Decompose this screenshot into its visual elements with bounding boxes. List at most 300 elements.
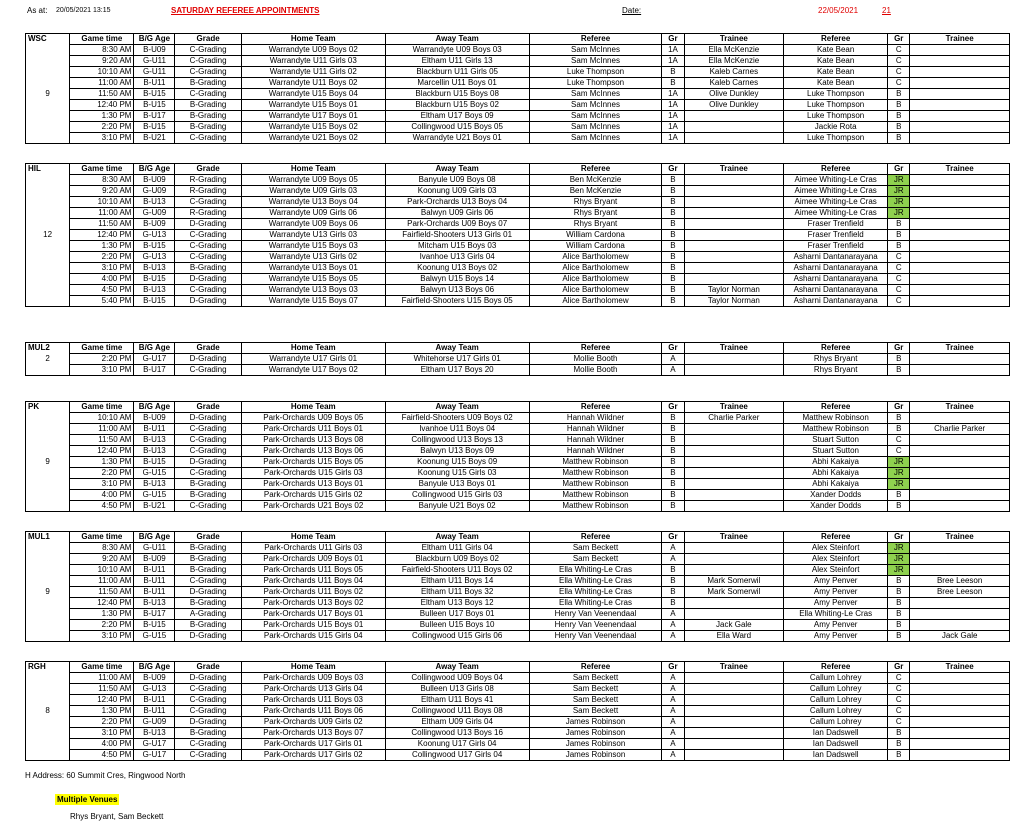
grade-cell: C-Grading — [175, 89, 241, 100]
trainee-cell — [684, 750, 784, 761]
grade-cell: C-Grading — [175, 446, 241, 457]
second-referee-cell: Asharni Dantanarayana — [784, 263, 888, 274]
trainee-cell — [684, 186, 784, 197]
column-header: B/G Age — [134, 402, 175, 413]
column-header: Home Team — [241, 402, 385, 413]
second-referee-grade-cell: B — [888, 89, 910, 100]
venue-game-count-cell — [26, 111, 70, 122]
table-header-row — [26, 662, 1010, 673]
venue-game-count-cell: 2 — [26, 354, 70, 365]
referee-cell: Luke Thompson — [529, 67, 662, 78]
second-referee-cell: Amy Penver — [784, 587, 888, 598]
grade-cell: B-Grading — [175, 490, 241, 501]
column-header: Gr — [888, 34, 910, 45]
table-row — [26, 122, 1010, 133]
referee-cell: Sam McInnes — [529, 111, 662, 122]
game-time-cell: 11:00 AM — [70, 673, 134, 684]
second-trainee-cell — [910, 133, 1010, 144]
grade-cell: C-Grading — [175, 468, 241, 479]
column-header: Trainee — [910, 662, 1010, 673]
table-row — [26, 219, 1010, 230]
home-team-cell: Park-Orchards U13 Boys 02 — [241, 598, 385, 609]
date-value: 22/05/2021 — [818, 6, 859, 15]
as-at-label: As at: — [27, 6, 48, 15]
column-header: Gr — [662, 34, 684, 45]
grade-cell: B-Grading — [175, 78, 241, 89]
column-header: Referee — [784, 402, 888, 413]
column-header: Game time — [70, 343, 134, 354]
trainee-cell — [684, 457, 784, 468]
second-trainee-cell — [910, 230, 1010, 241]
second-referee-grade-cell: C — [888, 78, 910, 89]
game-time-cell: 11:00 AM — [70, 78, 134, 89]
table-row — [26, 111, 1010, 122]
home-team-cell: Park-Orchards U11 Boys 01 — [241, 424, 385, 435]
referee-grade-cell: B — [662, 424, 684, 435]
second-trainee-cell — [910, 78, 1010, 89]
referee-grade-cell: B — [662, 208, 684, 219]
table-row — [26, 501, 1010, 512]
game-time-cell: 4:50 PM — [70, 750, 134, 761]
second-referee-cell: Amy Penver — [784, 631, 888, 642]
second-referee-grade-cell: B — [888, 122, 910, 133]
venue-game-count-cell — [26, 424, 70, 435]
game-time-cell: 4:50 PM — [70, 285, 134, 296]
referee-cell: Matthew Robinson — [529, 490, 662, 501]
grade-cell: D-Grading — [175, 274, 241, 285]
home-team-cell: Park-Orchards U15 Girls 02 — [241, 490, 385, 501]
age-cell: G-U15 — [134, 490, 175, 501]
referee-cell: Hannah Wildner — [529, 413, 662, 424]
venue-game-count-cell — [26, 695, 70, 706]
age-cell: B-U09 — [134, 219, 175, 230]
game-time-cell: 12:40 PM — [70, 100, 134, 111]
trainee-cell — [684, 197, 784, 208]
referee-grade-cell: A — [662, 695, 684, 706]
trainee-cell — [684, 490, 784, 501]
table-row — [26, 285, 1010, 296]
referee-cell: Sam McInnes — [529, 45, 662, 56]
second-referee-cell: Kate Bean — [784, 78, 888, 89]
away-team-cell: Bulleen U15 Boys 10 — [385, 620, 529, 631]
game-time-cell: 4:00 PM — [70, 274, 134, 285]
trainee-cell — [684, 706, 784, 717]
away-team-cell: Fairfield-Shooters U09 Boys 02 — [385, 413, 529, 424]
age-cell: B-U17 — [134, 609, 175, 620]
table-row — [26, 631, 1010, 642]
second-referee-cell: Matthew Robinson — [784, 424, 888, 435]
referee-grade-cell: B — [662, 587, 684, 598]
referee-cell: Mollie Booth — [529, 365, 662, 376]
column-header: Trainee — [910, 343, 1010, 354]
second-trainee-cell — [910, 252, 1010, 263]
table-header-row — [26, 402, 1010, 413]
trainee-cell: Kaleb Carnes — [684, 67, 784, 78]
second-referee-grade-cell: C — [888, 285, 910, 296]
referee-cell: Rhys Bryant — [529, 219, 662, 230]
trainee-cell — [684, 274, 784, 285]
table-row — [26, 673, 1010, 684]
table-row — [26, 133, 1010, 144]
game-time-cell: 11:00 AM — [70, 424, 134, 435]
trainee-cell: Ella Ward — [684, 631, 784, 642]
game-time-cell: 3:10 PM — [70, 365, 134, 376]
venue-game-count-cell — [26, 554, 70, 565]
second-referee-grade-cell: C — [888, 673, 910, 684]
second-referee-cell: Amy Penver — [784, 576, 888, 587]
table-header-row — [26, 532, 1010, 543]
second-referee-cell: Luke Thompson — [784, 133, 888, 144]
trainee-cell — [684, 208, 784, 219]
column-header: Trainee — [684, 532, 784, 543]
grade-cell: B-Grading — [175, 100, 241, 111]
trainee-cell — [684, 479, 784, 490]
referee-cell: James Robinson — [529, 717, 662, 728]
grade-cell: D-Grading — [175, 354, 241, 365]
away-team-cell: Banyule U09 Boys 08 — [385, 175, 529, 186]
game-time-cell: 3:10 PM — [70, 631, 134, 642]
referee-cell: Alice Bartholomew — [529, 285, 662, 296]
away-team-cell: Eltham U09 Girls 04 — [385, 717, 529, 728]
away-team-cell: Koonung U13 Boys 02 — [385, 263, 529, 274]
table-row — [26, 435, 1010, 446]
home-team-cell: Warrandyte U13 Girls 02 — [241, 252, 385, 263]
grade-cell: B-Grading — [175, 543, 241, 554]
column-header: Referee — [784, 343, 888, 354]
second-referee-grade-cell: C — [888, 56, 910, 67]
age-cell: G-U13 — [134, 252, 175, 263]
referee-cell: Sam Beckett — [529, 706, 662, 717]
trainee-cell — [684, 739, 784, 750]
second-referee-cell: Rhys Bryant — [784, 365, 888, 376]
table-row — [26, 296, 1010, 307]
grade-cell: D-Grading — [175, 673, 241, 684]
venue-game-count-cell: 9 — [26, 89, 70, 100]
home-team-cell: Park-Orchards U11 Girls 03 — [241, 543, 385, 554]
referee-cell: Mollie Booth — [529, 354, 662, 365]
venue-game-count-cell — [26, 750, 70, 761]
age-cell: B-U13 — [134, 197, 175, 208]
age-cell: B-U11 — [134, 695, 175, 706]
second-referee-cell: Stuart Sutton — [784, 446, 888, 457]
referee-grade-cell: B — [662, 446, 684, 457]
referee-grade-cell: B — [662, 263, 684, 274]
table-row — [26, 197, 1010, 208]
column-header: Home Team — [241, 532, 385, 543]
round-number: 21 — [882, 6, 891, 15]
home-team-cell: Warrandyte U11 Girls 02 — [241, 67, 385, 78]
age-cell: B-U11 — [134, 424, 175, 435]
second-trainee-cell — [910, 274, 1010, 285]
trainee-cell: Mark Somerwil — [684, 576, 784, 587]
grade-cell: C-Grading — [175, 739, 241, 750]
game-time-cell: 8:30 AM — [70, 175, 134, 186]
table-row — [26, 543, 1010, 554]
second-referee-grade-cell: C — [888, 446, 910, 457]
second-referee-grade-cell: C — [888, 263, 910, 274]
away-team-cell: Koonung U09 Girls 03 — [385, 186, 529, 197]
column-header: Grade — [175, 343, 241, 354]
grade-cell: C-Grading — [175, 230, 241, 241]
second-referee-cell: Luke Thompson — [784, 89, 888, 100]
referee-grade-cell: 1A — [662, 122, 684, 133]
away-team-cell: Banyule U13 Boys 01 — [385, 479, 529, 490]
home-team-cell: Park-Orchards U09 Girls 02 — [241, 717, 385, 728]
second-referee-grade-cell: B — [888, 219, 910, 230]
game-time-cell: 8:30 AM — [70, 543, 134, 554]
column-header: Game time — [70, 164, 134, 175]
venue-game-count-cell — [26, 543, 70, 554]
home-team-cell: Park-Orchards U13 Boys 08 — [241, 435, 385, 446]
second-referee-cell: Asharni Dantanarayana — [784, 285, 888, 296]
second-referee-cell: Callum Lohrey — [784, 695, 888, 706]
column-header: Away Team — [385, 532, 529, 543]
second-referee-grade-cell: B — [888, 501, 910, 512]
home-team-cell: Park-Orchards U15 Boys 01 — [241, 620, 385, 631]
second-referee-grade-cell: B — [888, 424, 910, 435]
second-trainee-cell — [910, 285, 1010, 296]
home-team-cell: Warrandyte U11 Boys 02 — [241, 78, 385, 89]
home-team-cell: Park-Orchards U11 Boys 04 — [241, 576, 385, 587]
trainee-cell — [684, 717, 784, 728]
column-header: B/G Age — [134, 343, 175, 354]
second-trainee-cell — [910, 100, 1010, 111]
table-row — [26, 728, 1010, 739]
grade-cell: R-Grading — [175, 208, 241, 219]
second-trainee-cell — [910, 354, 1010, 365]
referee-cell: Sam Beckett — [529, 543, 662, 554]
second-trainee-cell — [910, 750, 1010, 761]
venue-code: MUL2 — [26, 343, 70, 354]
referee-grade-cell: A — [662, 543, 684, 554]
home-team-cell: Warrandyte U15 Boys 02 — [241, 122, 385, 133]
second-referee-cell: Fraser Trenfield — [784, 230, 888, 241]
second-referee-grade-cell: B — [888, 230, 910, 241]
trainee-cell: Ella McKenzie — [684, 56, 784, 67]
second-referee-cell: Callum Lohrey — [784, 684, 888, 695]
age-cell: G-U17 — [134, 750, 175, 761]
referee-grade-cell: B — [662, 78, 684, 89]
venue-game-count-cell — [26, 56, 70, 67]
second-referee-cell: Fraser Trenfield — [784, 219, 888, 230]
referee-cell: Luke Thompson — [529, 78, 662, 89]
grade-cell: D-Grading — [175, 413, 241, 424]
trainee-cell — [684, 501, 784, 512]
home-team-cell: Warrandyte U13 Boys 04 — [241, 197, 385, 208]
referee-cell: Henry Van Veenendaal — [529, 631, 662, 642]
table-row — [26, 78, 1010, 89]
referee-grade-cell: A — [662, 684, 684, 695]
age-cell: B-U13 — [134, 435, 175, 446]
venue-table-mul1 — [25, 531, 1010, 642]
referee-grade-cell: B — [662, 468, 684, 479]
grade-cell: C-Grading — [175, 435, 241, 446]
away-team-cell: Whitehorse U17 Girls 01 — [385, 354, 529, 365]
venue-game-count-cell — [26, 296, 70, 307]
away-team-cell: Balwyn U15 Boys 14 — [385, 274, 529, 285]
second-referee-grade-cell: B — [888, 620, 910, 631]
venue-game-count-cell — [26, 45, 70, 56]
grade-cell: C-Grading — [175, 695, 241, 706]
second-referee-cell: Matthew Robinson — [784, 413, 888, 424]
second-trainee-cell — [910, 241, 1010, 252]
venue-game-count-cell — [26, 175, 70, 186]
referee-cell: Rhys Bryant — [529, 197, 662, 208]
grade-cell: C-Grading — [175, 501, 241, 512]
trainee-cell — [684, 609, 784, 620]
trainee-cell — [684, 446, 784, 457]
grade-cell: D-Grading — [175, 457, 241, 468]
referee-grade-cell: B — [662, 67, 684, 78]
referee-grade-cell: A — [662, 717, 684, 728]
referee-grade-cell: B — [662, 598, 684, 609]
date-label: Date: — [622, 6, 642, 15]
venue-game-count-cell — [26, 565, 70, 576]
game-time-cell: 1:30 PM — [70, 111, 134, 122]
grade-cell: D-Grading — [175, 219, 241, 230]
column-header: Referee — [784, 662, 888, 673]
venue-game-count-cell — [26, 501, 70, 512]
home-team-cell: Warrandyte U13 Boys 03 — [241, 285, 385, 296]
referee-cell: Matthew Robinson — [529, 501, 662, 512]
age-cell: G-U09 — [134, 208, 175, 219]
venue-code: PK — [26, 402, 70, 413]
game-time-cell: 3:10 PM — [70, 263, 134, 274]
table-row — [26, 706, 1010, 717]
table-row — [26, 230, 1010, 241]
referee-grade-cell: A — [662, 750, 684, 761]
away-team-cell: Koonung U15 Girls 03 — [385, 468, 529, 479]
table-row — [26, 100, 1010, 111]
away-team-cell: Bulleen U17 Boys 01 — [385, 609, 529, 620]
second-referee-cell: Alex Steinfort — [784, 565, 888, 576]
referee-grade-cell: B — [662, 197, 684, 208]
second-referee-grade-cell: JR — [888, 479, 910, 490]
table-header-row — [26, 164, 1010, 175]
table-row — [26, 576, 1010, 587]
trainee-cell — [684, 241, 784, 252]
game-time-cell: 11:50 AM — [70, 219, 134, 230]
second-referee-grade-cell: B — [888, 365, 910, 376]
column-header: Game time — [70, 34, 134, 45]
column-header: Away Team — [385, 662, 529, 673]
venue-game-count-cell — [26, 468, 70, 479]
age-cell: G-U11 — [134, 56, 175, 67]
table-header-row — [26, 343, 1010, 354]
trainee-cell — [684, 695, 784, 706]
second-referee-cell: Asharni Dantanarayana — [784, 252, 888, 263]
away-team-cell: Blackburn U11 Girls 05 — [385, 67, 529, 78]
referee-grade-cell: 1A — [662, 45, 684, 56]
trainee-cell — [684, 684, 784, 695]
home-team-cell: Park-Orchards U11 Boys 05 — [241, 565, 385, 576]
second-trainee-cell — [910, 468, 1010, 479]
home-team-cell: Park-Orchards U15 Boys 05 — [241, 457, 385, 468]
referee-cell: Sam Beckett — [529, 695, 662, 706]
game-time-cell: 4:00 PM — [70, 490, 134, 501]
second-referee-cell: Stuart Sutton — [784, 435, 888, 446]
game-time-cell: 2:20 PM — [70, 620, 134, 631]
column-header: Gr — [888, 662, 910, 673]
second-trainee-cell — [910, 673, 1010, 684]
page-header — [0, 6, 1024, 20]
column-header: Referee — [784, 532, 888, 543]
game-time-cell: 12:40 PM — [70, 230, 134, 241]
table-row — [26, 89, 1010, 100]
home-team-cell: Warrandyte U17 Boys 02 — [241, 365, 385, 376]
second-trainee-cell — [910, 479, 1010, 490]
second-referee-cell: Abhi Kakaiya — [784, 457, 888, 468]
second-trainee-cell: Bree Leeson — [910, 576, 1010, 587]
second-referee-cell: Kate Bean — [784, 67, 888, 78]
referee-grade-cell: A — [662, 673, 684, 684]
referee-cell: Sam McInnes — [529, 89, 662, 100]
referee-grade-cell: B — [662, 565, 684, 576]
age-cell: B-U13 — [134, 728, 175, 739]
venue-game-count-cell — [26, 67, 70, 78]
second-trainee-cell — [910, 219, 1010, 230]
trainee-cell — [684, 565, 784, 576]
venue-game-count-cell — [26, 413, 70, 424]
venue-game-count-cell — [26, 435, 70, 446]
column-header: Trainee — [684, 34, 784, 45]
grade-cell: D-Grading — [175, 587, 241, 598]
age-cell: B-U11 — [134, 565, 175, 576]
trainee-cell: Jack Gale — [684, 620, 784, 631]
trainee-cell — [684, 111, 784, 122]
grade-cell: B-Grading — [175, 263, 241, 274]
column-header: B/G Age — [134, 164, 175, 175]
referee-cell: Sam Beckett — [529, 673, 662, 684]
game-time-cell: 2:20 PM — [70, 354, 134, 365]
second-referee-cell: Xander Dodds — [784, 501, 888, 512]
grade-cell: D-Grading — [175, 296, 241, 307]
referee-cell: Ella Whiting-Le Cras — [529, 576, 662, 587]
venue-game-count-cell — [26, 673, 70, 684]
trainee-cell — [684, 122, 784, 133]
venue-game-count-cell — [26, 241, 70, 252]
second-trainee-cell — [910, 56, 1010, 67]
referee-grade-cell: A — [662, 706, 684, 717]
age-cell: B-U21 — [134, 133, 175, 144]
second-trainee-cell — [910, 695, 1010, 706]
home-team-cell: Park-Orchards U09 Boys 05 — [241, 413, 385, 424]
home-team-cell: Warrandyte U17 Girls 01 — [241, 354, 385, 365]
column-header: Referee — [784, 34, 888, 45]
game-time-cell: 11:50 AM — [70, 89, 134, 100]
second-trainee-cell — [910, 717, 1010, 728]
age-cell: B-U09 — [134, 45, 175, 56]
second-referee-cell: Abhi Kakaiya — [784, 479, 888, 490]
second-referee-cell: Jackie Rota — [784, 122, 888, 133]
venue-game-count-cell: 9 — [26, 587, 70, 598]
second-referee-grade-cell: JR — [888, 208, 910, 219]
trainee-cell — [684, 554, 784, 565]
trainee-cell: Olive Dunkley — [684, 89, 784, 100]
grade-cell: B-Grading — [175, 620, 241, 631]
home-team-cell: Warrandyte U09 Boys 05 — [241, 175, 385, 186]
referee-cell: Henry Van Veenendaal — [529, 620, 662, 631]
second-referee-cell: Luke Thompson — [784, 100, 888, 111]
away-team-cell: Eltham U11 Boys 14 — [385, 576, 529, 587]
column-header: Away Team — [385, 164, 529, 175]
venue-game-count-cell — [26, 728, 70, 739]
column-header: Away Team — [385, 402, 529, 413]
home-team-cell: Warrandyte U15 Boys 05 — [241, 274, 385, 285]
game-time-cell: 2:20 PM — [70, 468, 134, 479]
age-cell: B-U13 — [134, 285, 175, 296]
away-team-cell: Balwyn U13 Boys 09 — [385, 446, 529, 457]
